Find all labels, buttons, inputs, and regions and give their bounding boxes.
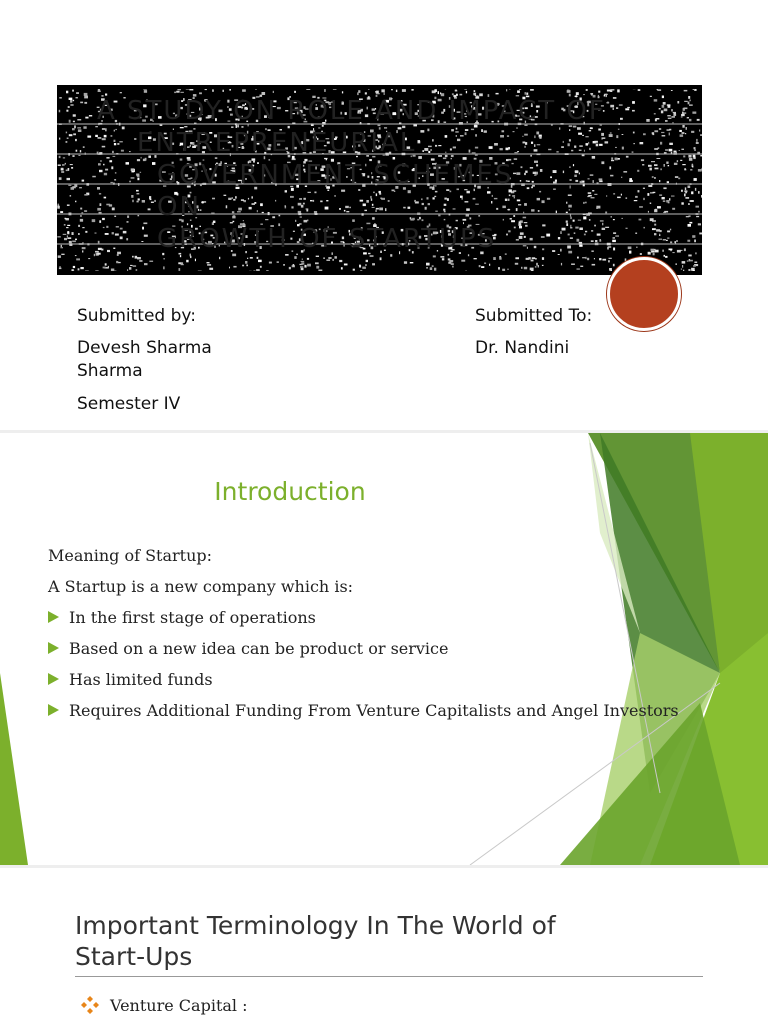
terminology-slide xyxy=(0,868,768,1024)
bullet-text: In the first stage of operations xyxy=(69,608,316,627)
list-item xyxy=(80,996,248,1015)
submitted-to-name: Dr. Nandini xyxy=(475,338,570,358)
slide-title xyxy=(75,910,556,972)
semester-label: Semester IV xyxy=(77,394,181,414)
title-line: ON xyxy=(157,192,201,222)
title-line: GROWTH OF STARTUPS xyxy=(157,224,497,254)
bullet-text: Has limited funds xyxy=(69,670,213,689)
triangle-arrow-icon xyxy=(48,642,59,654)
triangle-arrow-icon xyxy=(48,673,59,685)
item-text: Venture Capital : xyxy=(110,996,248,1015)
definition-intro: A Startup is a new company which is: xyxy=(48,577,354,596)
title-line: A STUDY ON ROLE AND IMPACT OF xyxy=(97,96,606,126)
title-banner xyxy=(57,85,702,275)
title-line: Start-Ups xyxy=(75,942,193,971)
meaning-label: Meaning of Startup: xyxy=(48,546,213,565)
list-item xyxy=(48,608,316,627)
list-item xyxy=(48,701,679,720)
triangle-arrow-icon xyxy=(48,704,59,716)
title-slide xyxy=(0,0,768,430)
title-underline xyxy=(75,976,703,977)
author-name: Devesh Sharma xyxy=(77,338,212,358)
title-line: ENTREPRENEURIAL xyxy=(137,128,417,158)
slide-title: Introduction xyxy=(214,477,366,506)
triangle-arrow-icon xyxy=(48,611,59,623)
bullet-text: Requires Additional Funding From Venture Capitalists and Angel Investors xyxy=(69,701,679,720)
list-item xyxy=(48,670,213,689)
list-item xyxy=(48,639,448,658)
bullet-text: Based on a new idea can be product or service xyxy=(69,639,449,658)
presentation-title xyxy=(97,95,657,255)
submitted-by-label: Submitted by: xyxy=(77,306,196,326)
author-name-continued: Sharma xyxy=(77,361,143,381)
title-line: Important Terminology In The World of xyxy=(75,911,556,940)
decorative-circle xyxy=(607,257,681,331)
introduction-slide xyxy=(0,433,768,865)
title-line: GOVERNMENT SCHEMES xyxy=(157,160,514,190)
submitted-to-label: Submitted To: xyxy=(475,306,593,326)
four-diamond-icon xyxy=(80,996,100,1014)
